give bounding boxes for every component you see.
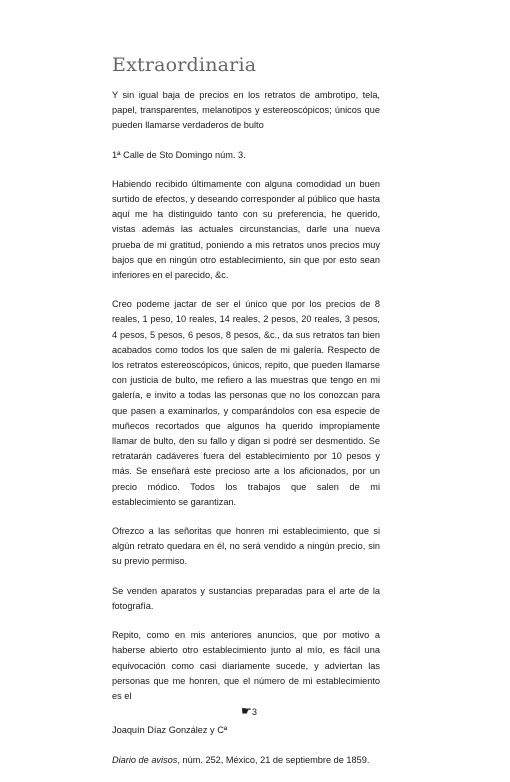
page-title: Extraordinaria: [112, 54, 257, 76]
paragraph-warning: [112, 628, 380, 720]
paragraph-senoritas: Ofrezco a las señoritas que honren mi establecimiento, que si algún retrato quedara en él, no será vendido a ningún precio, sin su previo permiso.: [112, 526, 380, 567]
paragraph-prices: Creo podeme jactar de ser el único que por los precios de 8 reales, 1 peso, 10 reales, 14 reales, 2 pesos, 20 reales, 3 pesos, 4 pesos, 5 pesos, 6 pesos, 8 pesos, &c., da sus retratos tan bien acabados como todos los que salen de mi galería. Respecto de los retratos estereoscópicos, únicos, repito, que pueden llamarse con justicia de bulto, me refiero a las muestras que tengo en mi galería, e invito a todas las personas que no los conozcan para que pasen a examinarlos, y comparándolos con esa especie de muñecos recortados que algunos ha querido impropiamente llamar de bulto, den su fallo y digan si podré ser desmentido. Se retratarán cadáveres fuera del establecimiento por 10 pesos y más. Se enseñará este precioso arte a los aficionados, por un precio módico. Todos los trabajos que salen de mi establecimiento se garantizan.: [112, 299, 380, 507]
article-body: [112, 88, 380, 782]
warning-text: Repito, como en mis anteriores anuncios, que por motivo a haberse abierto otro establecimiento junto al mío, es fácil una equivocación como casi diariamente sucede, y adviertan las personas que me honren, que el número de mi establecimiento es el: [112, 630, 380, 701]
paragraph-intro: Y sin igual baja de precios en los retratos de ambrotipo, tela, papel, transparentes, melanotipos y estereoscópicos; únicos que pueden llamarse verdaderos de bulto: [112, 90, 380, 131]
paragraph-address: 1ª Calle de Sto Domingo núm. 3.: [112, 149, 246, 160]
signature: Joaquín Díaz González y Cª: [112, 725, 228, 736]
paragraph-announcement: Habiendo recibido últimamente con alguna comodidad un buen surtido de efectos, y deseando corresponder al público que hasta aquí me ha distinguido tanto con su preferencia, he querido, vistas además las actuales circunstancias, darle una nueva prueba de mi gratitud, poniendo a mis retratos unos precios muy bajos que en ningún otro establecimiento, sin que por esto sean inferiores en el parecido, &c.: [112, 178, 380, 281]
pointing-hand-icon: ☛: [241, 704, 252, 719]
establishment-number: 3: [251, 707, 257, 718]
source-title: Diario de avisos: [112, 754, 178, 765]
source-details: , núm. 252, México, 21 de septiembre de 1859.: [177, 754, 370, 765]
paragraph-supplies: Se venden aparatos y sustancias preparadas para el arte de la fotografía.: [112, 585, 380, 611]
source-citation: [112, 753, 380, 768]
